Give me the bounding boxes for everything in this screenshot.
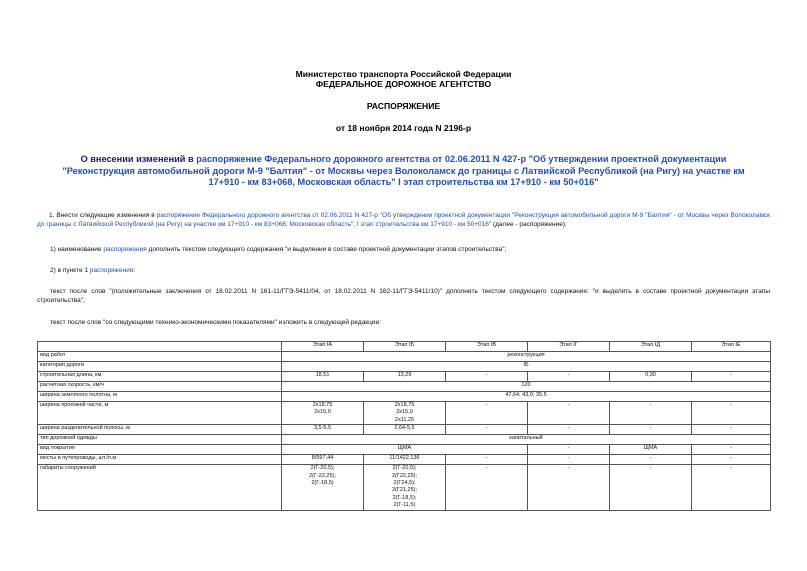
cell-value: - [528,465,610,510]
cell-value [364,465,446,510]
row-label: ширина разделительной полосы, м [38,425,282,435]
cell-value: 18,51 [282,372,364,382]
cell-line: 2х15,0 [396,409,413,416]
cell-value: - [692,445,771,455]
stage-header: Этап IА [282,342,364,352]
cell-value: - [692,425,771,435]
cell-value: - [610,465,692,510]
cell-value: - [528,372,610,382]
table-row [38,372,771,382]
ministry-name: Министерство транспорта Российской Федерации [295,69,512,79]
table-row [38,465,771,510]
cell-value: ЩМА [610,445,692,455]
table-row [38,435,771,445]
cell-value: - [446,425,528,435]
cell-line: 2х11,25 [394,416,415,423]
table-row [38,392,771,402]
table-row [38,445,771,455]
table-row [38,362,771,372]
stage-header: Этап IВ [446,342,528,352]
stage-header: Этап IД [610,342,692,352]
table-row [38,402,771,425]
header-empty-cell [38,342,282,352]
p2-link[interactable]: распоряжения [103,246,147,253]
stage-header: Этап IБ [364,342,446,352]
cell-line: 2х18,75 [312,402,333,408]
table-row [38,382,771,392]
cell-value: 2,64-5,5 [364,425,446,435]
paragraph-2 [50,245,770,254]
cell-value: - [610,455,692,465]
row-label: ширина проезжей части, м [38,402,282,425]
document-type: РАСПОРЯЖЕНИЕ [366,101,441,111]
row-value: 47,64; 43,0; 35,5 [282,392,771,402]
table-row [38,352,771,362]
cell-line: 2х15,0 [314,409,331,416]
cell-value: 8/597,44 [282,455,364,465]
cell-line: 2(Г24,5); [393,480,416,487]
cell-line: 2(Г21,25); [392,487,417,494]
row-value: IБ [282,362,771,372]
title-link[interactable]: распоряжение Федерального дорожного агентства от 02.06.2011 N 427-р "Об утверждении проектной документации "Реконструкция автомобильной дороги М-9 "Балтия" - от Москвы через Волоколамск до границы с Латвийской Республикой (на Ригу) на участке км 17+910 - км 83+068, Московская область" I этап строительства км 17+910 - км 50+016" [62,154,745,187]
document-title [60,154,747,189]
row-label: мосты и путепроводы, шт./п.м [38,455,282,465]
cell-value [282,465,364,510]
table-row [38,425,771,435]
cell-value: - [528,402,610,425]
cell-value [364,402,446,425]
title-prefix: О внесении изменений в [80,154,197,164]
paragraph-1 [37,211,770,229]
row-label: тип дорожной одежды [38,435,282,445]
cell-line: 2(Г22,25); [392,472,417,479]
cell-line: 2х18,75 [394,402,415,408]
row-value: реконструкция [282,352,771,362]
cell-value: - [528,445,610,455]
row-label: расчетная скорость, км/ч [38,382,282,392]
p1-prefix: 1. Внести следующие изменения в [49,212,157,219]
row-value: ЩМА [282,445,528,455]
paragraph-5: текст после слов "со следующими технико-экономическими показателями" изложить в следующей редакции: [50,319,381,326]
cell-value: - [446,465,528,510]
cell-value: 13,29 [364,372,446,382]
cell-value: 3,5-5,5 [282,425,364,435]
cell-value: - [528,425,610,435]
table-header-row [38,342,771,352]
row-value: 120 [282,382,771,392]
p2-suffix: дополнить текстом следующего содержания "и выделении в составе проектной документации этапов строительства"; [146,246,507,253]
cell-value: - [610,402,692,425]
p3-suffix: : [133,267,136,274]
stage-header: Этап IЕ [692,342,771,352]
p1-link[interactable]: распоряжение Федерального дорожного агентства от 02.06.2011 N 427-р "Об утверждении проектной документации "Реконструкция автомобильной дороги М-9 "Балтия" - от Москвы через Волоколамск до границы с Латвийской Республикой (на Ригу) на участке км 17+910 - км 83+068, Московская область", I этап строительства км 17+910 - км 50+016" [37,212,771,228]
row-label: вид покрытия [38,445,282,455]
row-value: капитальный [282,435,771,445]
cell-value: - [446,455,528,465]
p3-prefix: 2) в пункте 1 [50,267,90,274]
cell-value: 11/1422,136 [364,455,446,465]
row-label: габариты сооружений [38,465,282,510]
paragraph-3 [50,266,770,275]
cell-value [282,402,364,425]
row-label: категория дороги [38,362,282,372]
row-label: строительная длина, км [38,372,282,382]
cell-line: 2(Г-22,25); [309,472,336,479]
cell-value: - [692,455,771,465]
cell-line: 2(Г-11,5) [393,502,416,509]
table-row [38,455,771,465]
p1-suffix: (далее - распоряжение): [491,221,567,228]
indicators-table [37,341,771,511]
cell-line: 2(Г-18,5); [392,494,417,501]
cell-value: - [446,372,528,382]
row-label: вид работ [38,352,282,362]
cell-value: 0,30 [610,372,692,382]
cell-line: 2(Г-18,5) [311,480,334,487]
cell-line: 2(Г-20,5); [310,465,335,472]
row-label: ширина земляного полотна, м [38,392,282,402]
agency-name: ФЕДЕРАЛЬНОЕ ДОРОЖНОЕ АГЕНТСТВО [315,79,492,89]
cell-value: - [692,402,771,425]
cell-value: - [692,372,771,382]
stage-header: Этап IГ [528,342,610,352]
cell-value: - [692,465,771,510]
cell-value: - [446,402,528,425]
p2-prefix: 1) наименование [50,246,104,253]
cell-value: - [610,425,692,435]
p3-link[interactable]: распоряжения [89,267,134,274]
cell-value: - [528,455,610,465]
document-date-number: от 18 ноября 2014 года N 2196-р [335,123,472,133]
paragraph-4: текст после слов "(положительные заключения от 18.02.2011 N 161-11/ГГЭ-5411/04, от 18.02.2011 N 162-11/ГГЭ-5411/10)" дополнить текстом следующего содержания: "и выделить в составе проектной документации этапы строительства"; [37,288,770,304]
cell-line: 2(Г-20,5); [392,465,417,472]
